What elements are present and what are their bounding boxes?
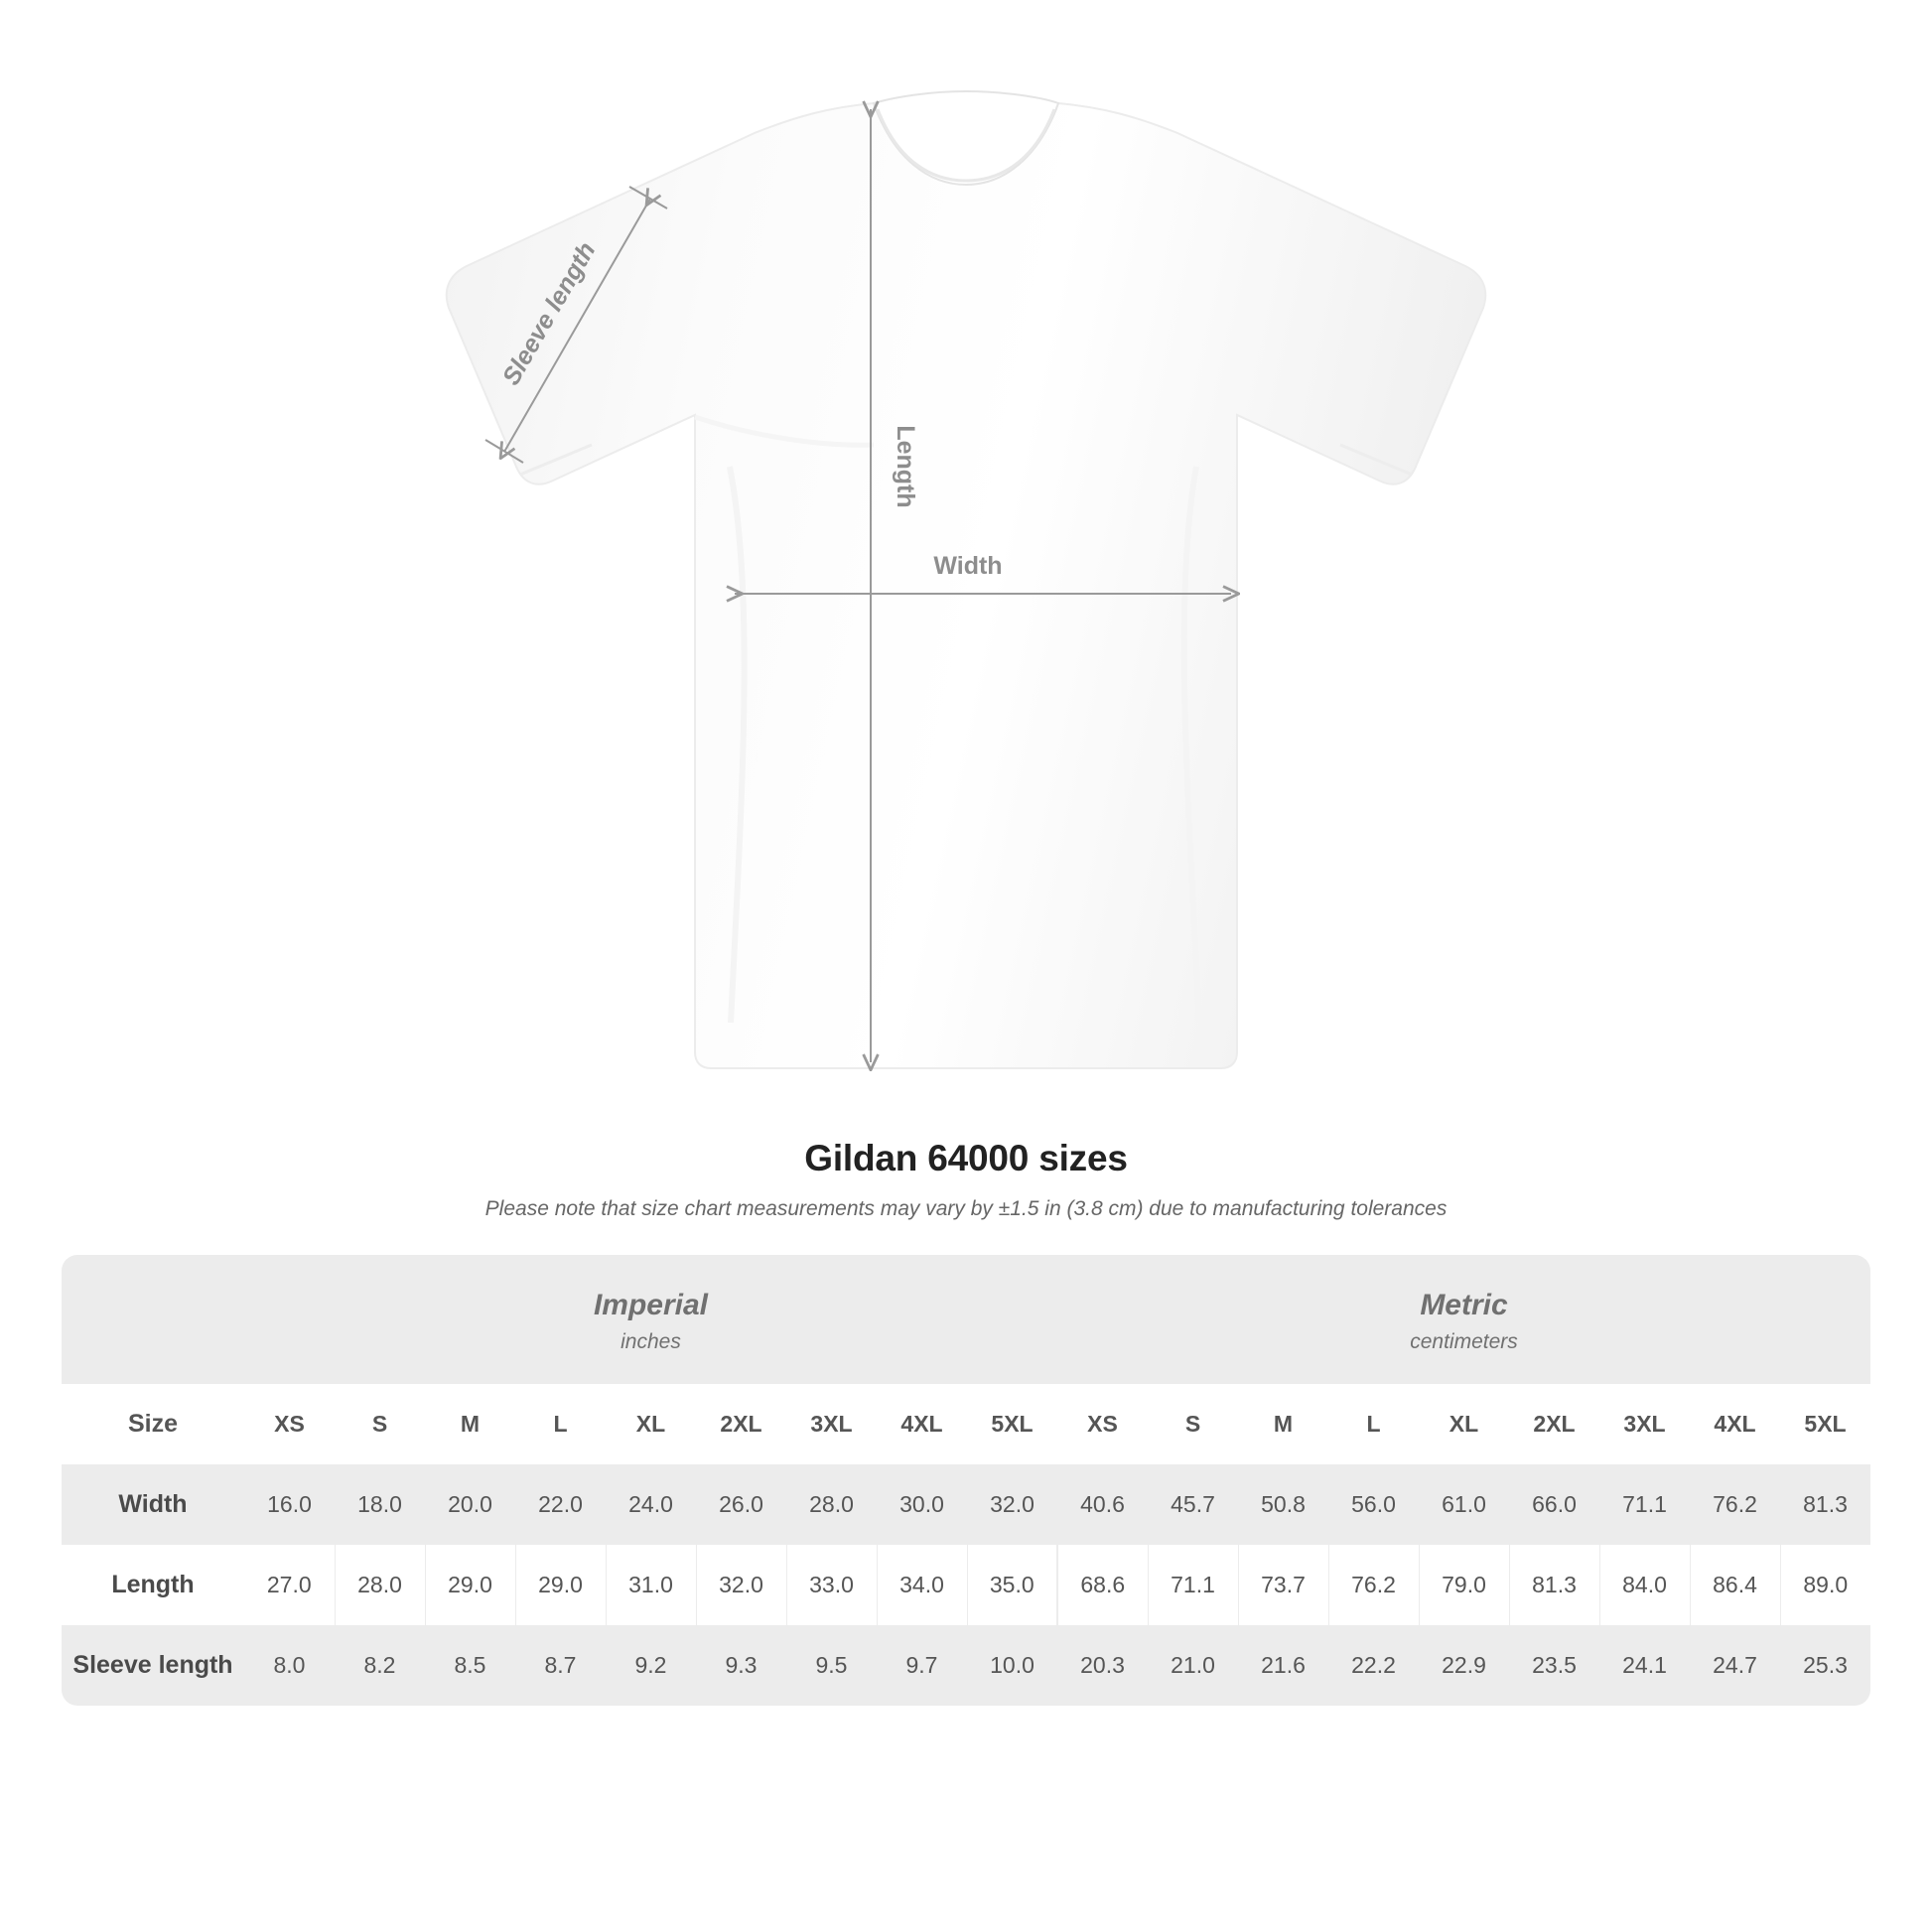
cell-sleeve-metric-3xl: 24.1	[1599, 1625, 1690, 1706]
cell-length-metric-4xl: 86.4	[1690, 1545, 1780, 1625]
header-size-metric-m: M	[1238, 1384, 1328, 1464]
cell-length-metric-3xl: 84.0	[1599, 1545, 1690, 1625]
cell-width-metric-xl: 61.0	[1419, 1464, 1509, 1545]
header-size-imperial-xs: XS	[244, 1384, 335, 1464]
header-size-imperial-3xl: 3XL	[786, 1384, 877, 1464]
unit-sub-metric: centimeters	[1410, 1330, 1518, 1353]
cell-width-imperial-xl: 24.0	[606, 1464, 696, 1545]
size-table-wrapper	[62, 1255, 1870, 1706]
cell-width-imperial-s: 18.0	[335, 1464, 425, 1545]
cell-width-metric-2xl: 66.0	[1509, 1464, 1599, 1545]
header-size-metric-xl: XL	[1419, 1384, 1509, 1464]
label-width: Width	[933, 552, 1003, 580]
cell-sleeve-metric-l: 22.2	[1328, 1625, 1419, 1706]
unit-name-imperial: Imperial	[593, 1289, 709, 1321]
cell-sleeve-metric-s: 21.0	[1148, 1625, 1238, 1706]
cell-sleeve-imperial-m: 8.5	[425, 1625, 515, 1706]
cell-length-imperial-s: 28.0	[335, 1545, 425, 1625]
cell-sleeve-imperial-3xl: 9.5	[786, 1625, 877, 1706]
cell-length-metric-xl: 79.0	[1419, 1545, 1509, 1625]
cell-width-imperial-4xl: 30.0	[877, 1464, 967, 1545]
cell-width-imperial-2xl: 26.0	[696, 1464, 786, 1545]
cell-length-metric-2xl: 81.3	[1509, 1545, 1599, 1625]
cell-width-imperial-5xl: 32.0	[967, 1464, 1057, 1545]
label-length: Length	[892, 425, 919, 508]
cell-sleeve-metric-xs: 20.3	[1057, 1625, 1148, 1706]
header-size-metric-l: L	[1328, 1384, 1419, 1464]
cell-sleeve-metric-2xl: 23.5	[1509, 1625, 1599, 1706]
header-size-imperial-2xl: 2XL	[696, 1384, 786, 1464]
header-size-metric-2xl: 2XL	[1509, 1384, 1599, 1464]
header-size-imperial-m: M	[425, 1384, 515, 1464]
tolerance-note: Please note that size chart measurements may vary by ±1.5 in (3.8 cm) due to manufacturing tolerances	[484, 1197, 1448, 1220]
cell-length-imperial-xs: 27.0	[244, 1545, 335, 1625]
table-row	[62, 1625, 1870, 1706]
header-size-metric-5xl: 5XL	[1780, 1384, 1870, 1464]
header-size-imperial-5xl: 5XL	[967, 1384, 1057, 1464]
unit-group-imperial	[244, 1255, 1057, 1384]
cell-length-metric-5xl: 89.0	[1780, 1545, 1870, 1625]
table-row	[62, 1545, 1870, 1625]
unit-group-metric	[1057, 1255, 1870, 1384]
header-size-imperial-xl: XL	[606, 1384, 696, 1464]
cell-length-metric-s: 71.1	[1148, 1545, 1238, 1625]
cell-length-imperial-xl: 31.0	[606, 1545, 696, 1625]
label-sleeve-length: Sleeve length	[496, 237, 602, 390]
header-size-metric-xs: XS	[1057, 1384, 1148, 1464]
page-title: Gildan 64000 sizes	[804, 1138, 1128, 1178]
cell-sleeve-metric-4xl: 24.7	[1690, 1625, 1780, 1706]
cell-length-metric-xs: 68.6	[1057, 1545, 1148, 1625]
cell-width-metric-l: 56.0	[1328, 1464, 1419, 1545]
table-corner-cell	[62, 1255, 244, 1384]
unit-sub-imperial: inches	[621, 1330, 681, 1353]
row-label-width: Width	[62, 1464, 244, 1545]
cell-width-metric-5xl: 81.3	[1780, 1464, 1870, 1545]
cell-width-imperial-l: 22.0	[515, 1464, 606, 1545]
cell-length-metric-m: 73.7	[1238, 1545, 1328, 1625]
chart-titles	[0, 1138, 1932, 1221]
cell-length-imperial-4xl: 34.0	[877, 1545, 967, 1625]
row-label-length: Length	[62, 1545, 244, 1625]
cell-length-imperial-m: 29.0	[425, 1545, 515, 1625]
cell-sleeve-imperial-l: 8.7	[515, 1625, 606, 1706]
header-size-metric-3xl: 3XL	[1599, 1384, 1690, 1464]
tshirt-shape	[447, 91, 1486, 1068]
cell-sleeve-imperial-5xl: 10.0	[967, 1625, 1057, 1706]
cell-width-metric-m: 50.8	[1238, 1464, 1328, 1545]
cell-sleeve-imperial-2xl: 9.3	[696, 1625, 786, 1706]
cell-width-imperial-xs: 16.0	[244, 1464, 335, 1545]
cell-width-metric-4xl: 76.2	[1690, 1464, 1780, 1545]
cell-length-metric-l: 76.2	[1328, 1545, 1419, 1625]
header-size-label: Size	[62, 1384, 244, 1464]
cell-length-imperial-l: 29.0	[515, 1545, 606, 1625]
cell-width-metric-xs: 40.6	[1057, 1464, 1148, 1545]
cell-length-imperial-2xl: 32.0	[696, 1545, 786, 1625]
cell-length-imperial-3xl: 33.0	[786, 1545, 877, 1625]
cell-width-imperial-m: 20.0	[425, 1464, 515, 1545]
cell-width-metric-3xl: 71.1	[1599, 1464, 1690, 1545]
table-row	[62, 1464, 1870, 1545]
unit-header-row	[62, 1255, 1870, 1384]
header-size-metric-4xl: 4XL	[1690, 1384, 1780, 1464]
header-size-imperial-l: L	[515, 1384, 606, 1464]
size-header-row	[62, 1384, 1870, 1464]
cell-length-imperial-5xl: 35.0	[967, 1545, 1057, 1625]
cell-sleeve-metric-m: 21.6	[1238, 1625, 1328, 1706]
header-size-imperial-4xl: 4XL	[877, 1384, 967, 1464]
cell-sleeve-imperial-4xl: 9.7	[877, 1625, 967, 1706]
cell-sleeve-imperial-xl: 9.2	[606, 1625, 696, 1706]
size-table	[62, 1255, 1870, 1706]
row-label-sleeve-length: Sleeve length	[62, 1625, 244, 1706]
cell-width-metric-s: 45.7	[1148, 1464, 1238, 1545]
header-size-metric-s: S	[1148, 1384, 1238, 1464]
cell-sleeve-metric-xl: 22.9	[1419, 1625, 1509, 1706]
cell-width-imperial-3xl: 28.0	[786, 1464, 877, 1545]
header-size-imperial-s: S	[335, 1384, 425, 1464]
cell-sleeve-metric-5xl: 25.3	[1780, 1625, 1870, 1706]
cell-sleeve-imperial-s: 8.2	[335, 1625, 425, 1706]
cell-sleeve-imperial-xs: 8.0	[244, 1625, 335, 1706]
unit-name-metric: Metric	[1420, 1289, 1508, 1321]
